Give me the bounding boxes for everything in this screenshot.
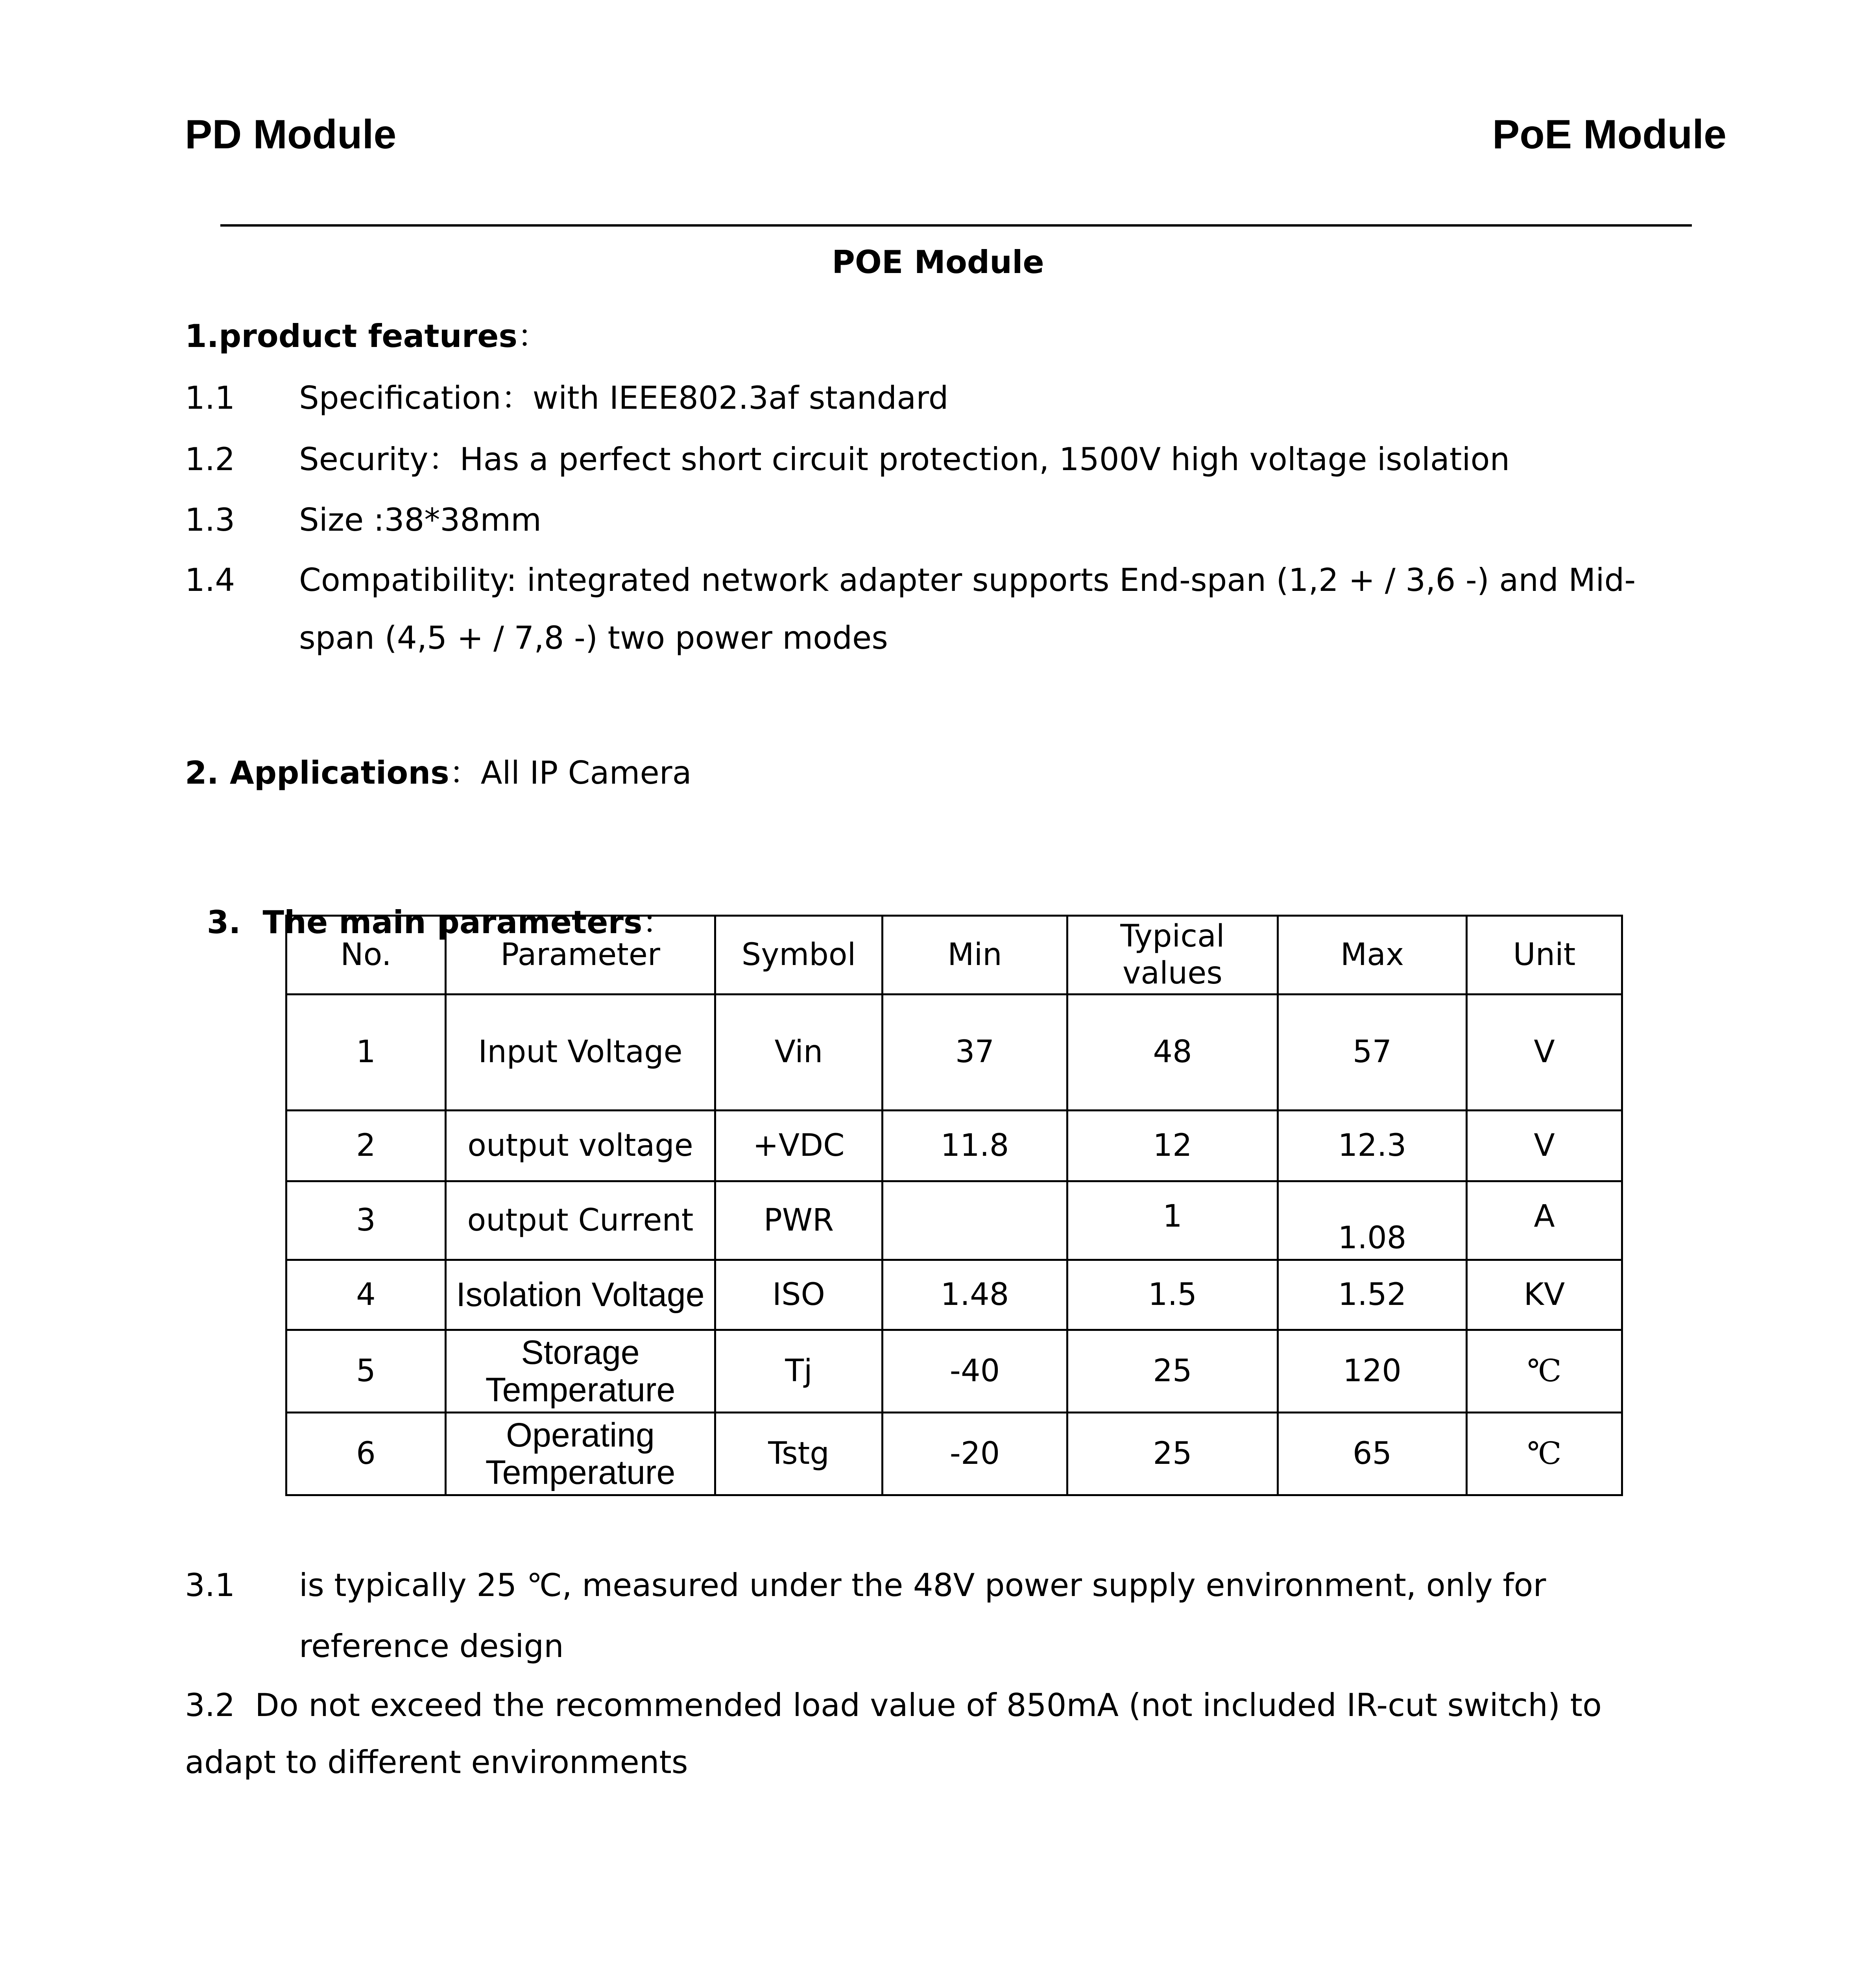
section1-heading-text: 1.product features [185, 318, 518, 354]
cell-typical [1067, 1181, 1278, 1260]
cell-symbol: Vin [715, 995, 883, 1111]
cell-parameter-line2: Temperature [485, 1453, 676, 1491]
cell-unit: ℃ [1467, 1330, 1622, 1413]
col-header-max: Max [1278, 916, 1467, 995]
col-header-symbol: Symbol [715, 916, 883, 995]
cell-unit-value: A [1534, 1198, 1555, 1234]
section3-heading-text: 3. The main parameters [207, 904, 643, 941]
cell-typical: 12 [1067, 1111, 1278, 1181]
cell-min [883, 1181, 1067, 1260]
col-header-typical [1067, 916, 1278, 995]
header-divider [220, 224, 1692, 227]
cell-parameter [446, 1413, 715, 1495]
section2-line [185, 757, 692, 789]
table-row [286, 1181, 1622, 1260]
cell-parameter [446, 1330, 715, 1413]
cell-unit: V [1467, 995, 1622, 1111]
item-1-4-line2: span (4,5 + / 7,8 -) two power modes [299, 620, 888, 656]
section2-heading: 2. Applications [185, 755, 449, 791]
cell-no: 5 [286, 1330, 446, 1413]
cell-no: 6 [286, 1413, 446, 1495]
note-3-1-number: 3.1 [185, 1567, 235, 1603]
cell-no: 4 [286, 1260, 446, 1330]
item-1-2-text [299, 441, 1510, 478]
cell-no: 1 [286, 995, 446, 1111]
col-header-unit: Unit [1467, 916, 1622, 995]
cell-symbol: +VDC [715, 1111, 883, 1181]
cell-min: -40 [883, 1330, 1067, 1413]
header-right-title: PoE Module [1492, 112, 1726, 157]
table-row [286, 1330, 1622, 1413]
cell-max: 1.52 [1278, 1260, 1467, 1330]
item-1-3-text: Size :38*38mm [299, 502, 542, 538]
table-row [286, 995, 1622, 1111]
note-3-1-line1: is typically 25 ℃, measured under the 48V power supply environment, only for [299, 1567, 1546, 1603]
cell-parameter-line1: Operating [506, 1416, 655, 1454]
cell-unit: ℃ [1467, 1413, 1622, 1495]
item-1-1-value: with IEEE802.3af standard [532, 380, 949, 416]
table-row [286, 1111, 1622, 1181]
cell-min: 11.8 [883, 1111, 1067, 1181]
cell-typical: 25 [1067, 1330, 1278, 1413]
col-header-min: Min [883, 916, 1067, 995]
cell-max: 65 [1278, 1413, 1467, 1495]
cell-parameter: Isolation Voltage [446, 1260, 715, 1330]
section3-heading-colon: ： [642, 904, 674, 941]
col-header-no: No. [286, 916, 446, 995]
col-header-typical-line2: values [1123, 955, 1222, 991]
section2-colon: ： [449, 755, 481, 791]
note-3-2-line1: 3.2 Do not exceed the recommended load value of 850mA (not included IR-cut switch) to [185, 1687, 1602, 1723]
cell-symbol: ISO [715, 1260, 883, 1330]
note-3-1-line2: reference design [299, 1628, 564, 1664]
cell-max: 12.3 [1278, 1111, 1467, 1181]
table-row [286, 1260, 1622, 1330]
item-1-4-number: 1.4 [185, 562, 235, 598]
cell-min: 1.48 [883, 1260, 1067, 1330]
item-1-2-value: Has a perfect short circuit protection, 1500V high voltage isolation [460, 441, 1510, 478]
cell-unit: KV [1467, 1260, 1622, 1330]
cell-max-value: 1.08 [1338, 1220, 1407, 1256]
cell-typical: 48 [1067, 995, 1278, 1111]
cell-no: 2 [286, 1111, 446, 1181]
note-3-2-line2: adapt to different environments [185, 1744, 688, 1781]
cell-max: 57 [1278, 995, 1467, 1111]
col-header-typical-line1: Typical [1120, 918, 1225, 954]
item-1-1-label: Specification [299, 380, 501, 416]
item-1-1-sep: ： [501, 380, 533, 416]
table-row [286, 1413, 1622, 1495]
item-1-2-number: 1.2 [185, 441, 235, 478]
cell-unit [1467, 1181, 1622, 1260]
section1-heading [185, 318, 549, 354]
cell-min: -20 [883, 1413, 1067, 1495]
cell-min: 37 [883, 995, 1067, 1111]
table-header-row [286, 916, 1622, 995]
cell-typical: 1.5 [1067, 1260, 1278, 1330]
item-1-2-sep: ： [428, 441, 460, 478]
cell-parameter-line2: Temperature [485, 1371, 676, 1409]
col-header-parameter: Parameter [446, 916, 715, 995]
section2-value: All IP Camera [480, 755, 692, 791]
cell-symbol: Tj [715, 1330, 883, 1413]
cell-unit: V [1467, 1111, 1622, 1181]
cell-parameter-line1: Storage [521, 1333, 640, 1371]
cell-typical-value: 1 [1163, 1198, 1182, 1234]
cell-parameter: output Current [446, 1181, 715, 1260]
cell-typical: 25 [1067, 1413, 1278, 1495]
cell-parameter: output voltage [446, 1111, 715, 1181]
cell-symbol: PWR [715, 1181, 883, 1260]
item-1-4-line1: Compatibility: integrated network adapter supports End-span (1,2 + / 3,6 -) and Mid- [299, 562, 1636, 598]
item-1-2-label: Security [299, 441, 428, 478]
cell-max: 120 [1278, 1330, 1467, 1413]
page-title: POE Module [832, 244, 1044, 280]
item-1-1-number: 1.1 [185, 380, 235, 416]
item-1-1-text [299, 382, 949, 414]
cell-max [1278, 1181, 1467, 1260]
parameters-table [285, 915, 1623, 1496]
cell-no: 3 [286, 1181, 446, 1260]
item-1-3-number: 1.3 [185, 502, 235, 538]
cell-symbol: Tstg [715, 1413, 883, 1495]
header-left-title: PD Module [185, 112, 397, 157]
cell-parameter: Input Voltage [446, 995, 715, 1111]
section1-heading-colon: ： [517, 318, 549, 354]
